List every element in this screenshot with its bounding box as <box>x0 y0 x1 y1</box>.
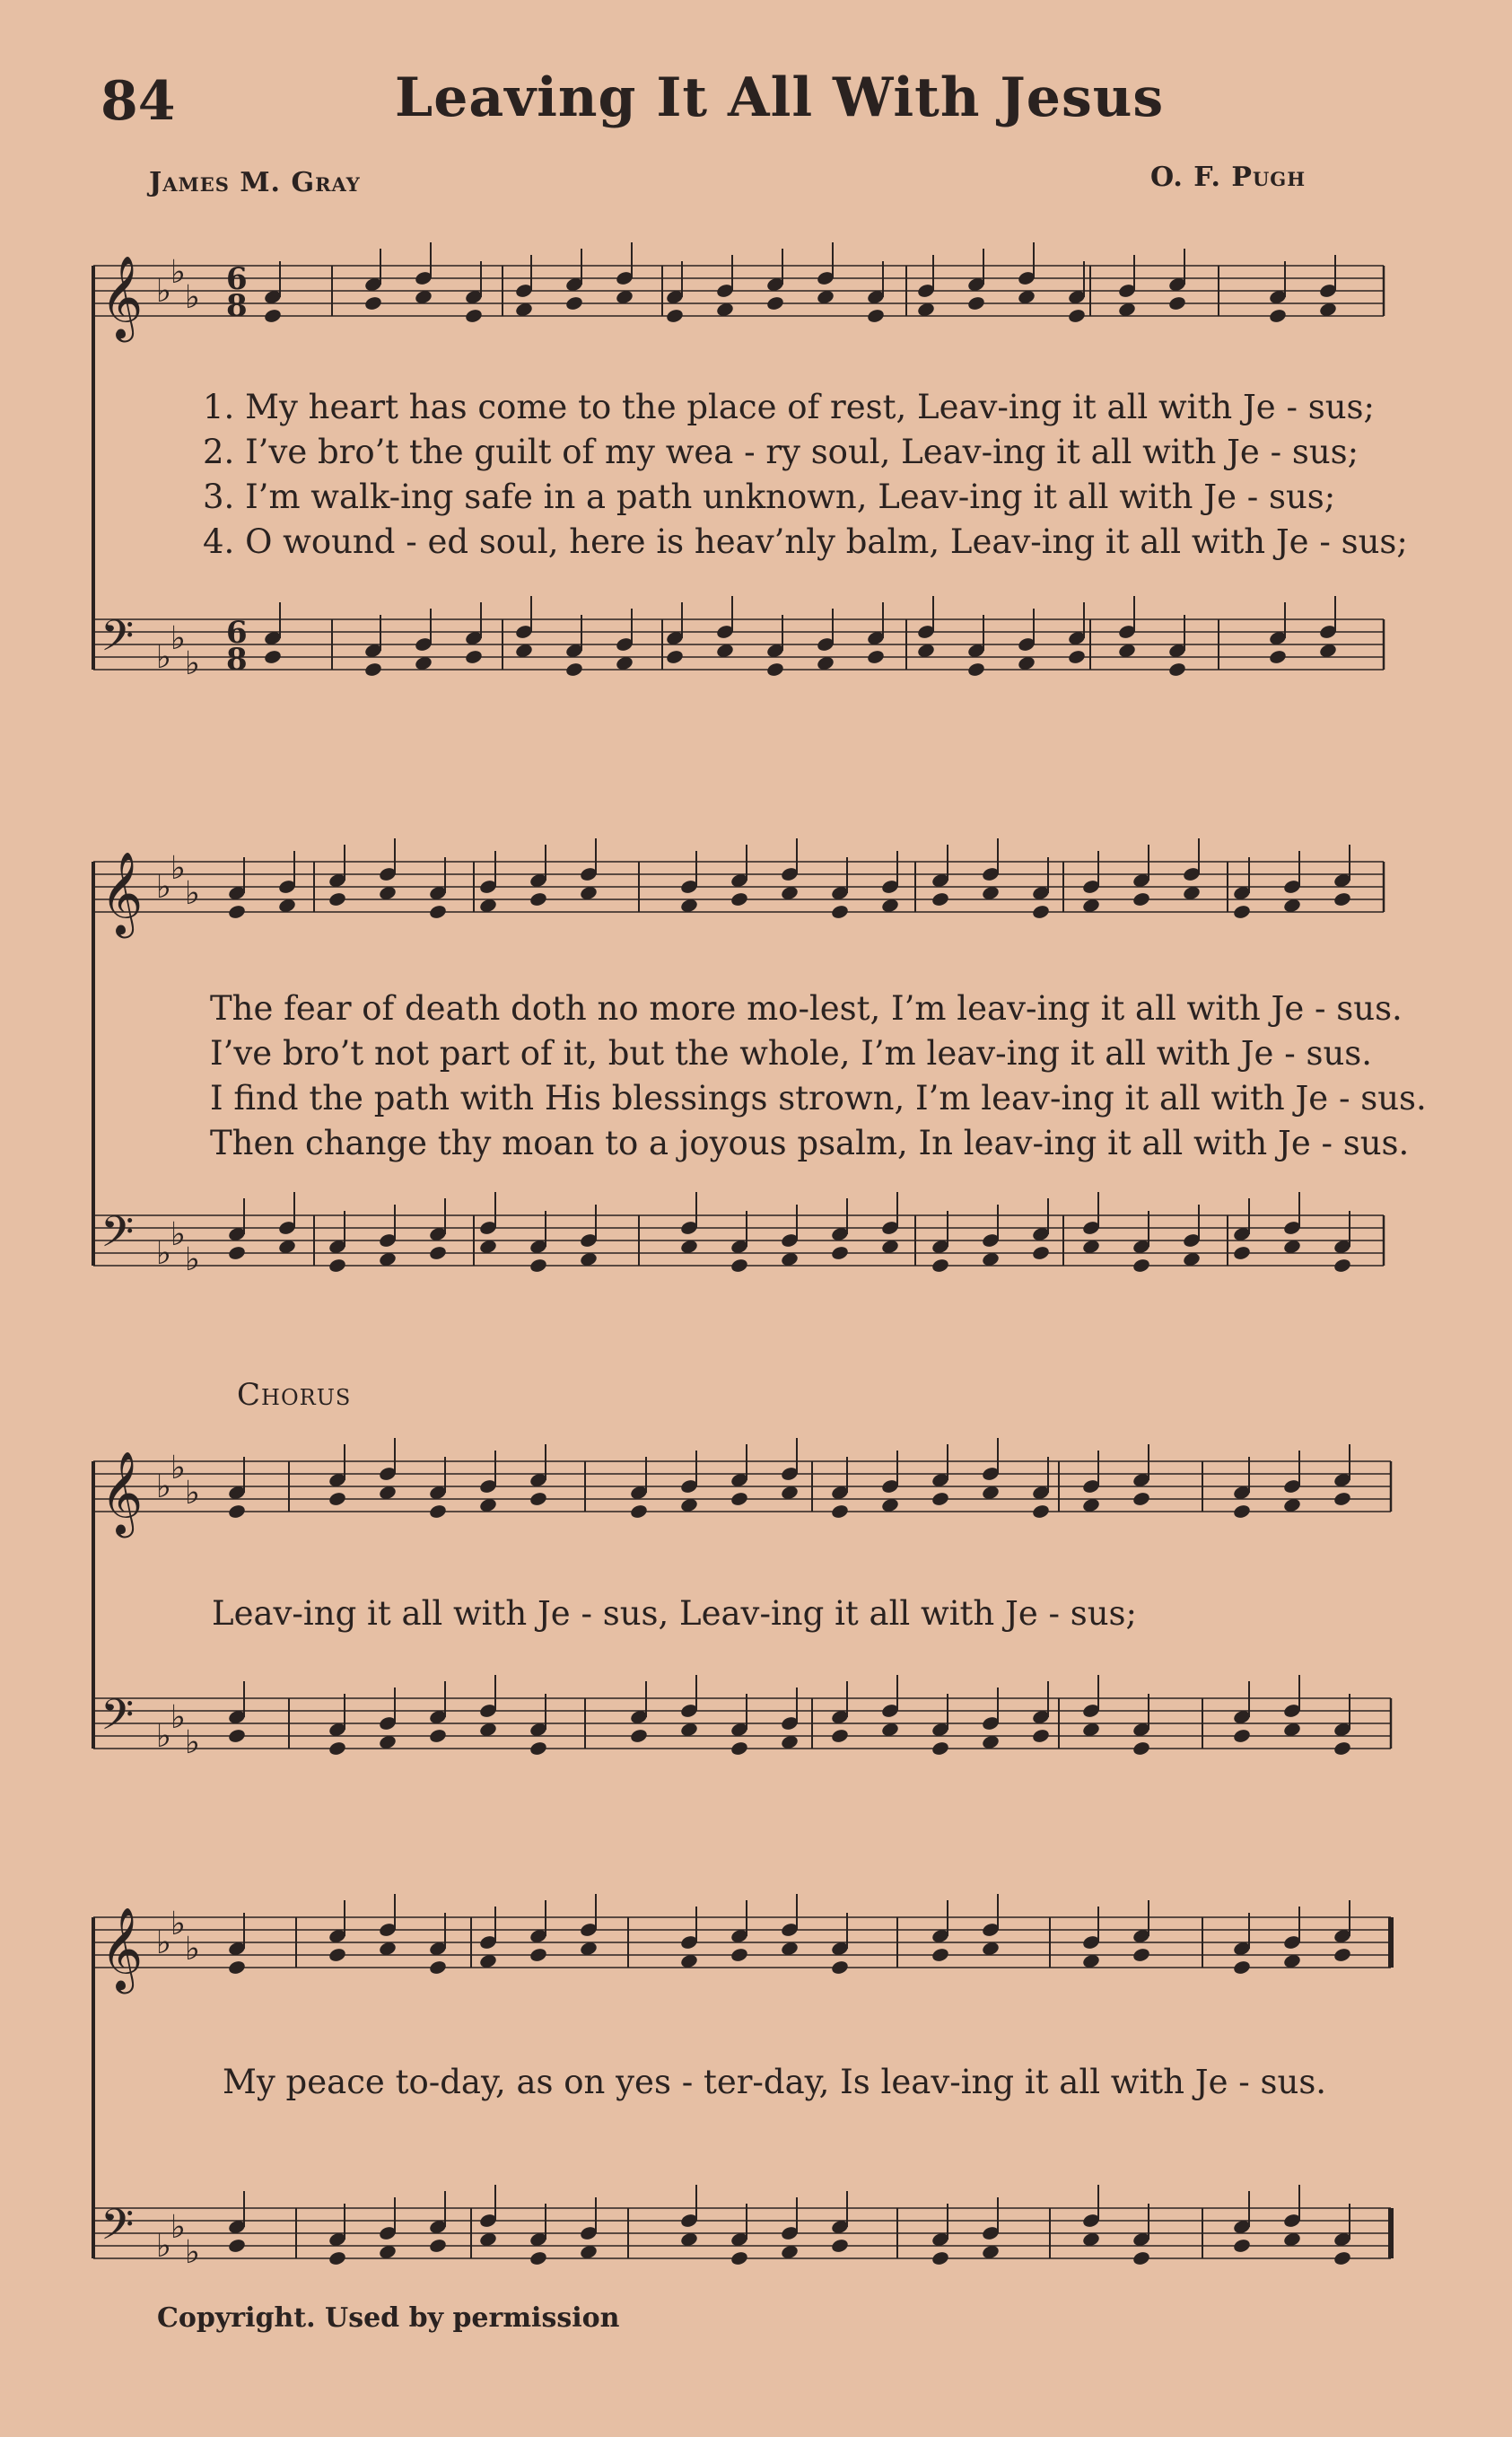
flat-icon: ♭ <box>156 1718 171 1755</box>
flat-icon: ♭ <box>170 1699 186 1736</box>
page-number: 84 <box>101 70 176 133</box>
bass-clef-icon: 𝄢 <box>101 1689 135 1750</box>
flat-icon: ♭ <box>156 639 171 676</box>
note-head <box>428 904 447 920</box>
note-head <box>529 1947 547 1963</box>
hymn-composer: O. F. Pugh <box>1150 162 1307 193</box>
note-head <box>1232 2238 1251 2254</box>
note-head <box>529 2250 547 2266</box>
copyright-notice: Copyright. Used by permission <box>157 2302 620 2334</box>
note-head <box>931 1258 949 1274</box>
time-signature: 6 <box>226 261 248 297</box>
note-head <box>830 1959 849 1976</box>
flat-icon: ♭ <box>185 1724 200 1761</box>
flat-icon: ♭ <box>170 620 186 657</box>
bass-clef-icon: 𝄢 <box>101 2199 135 2260</box>
flat-icon: ♭ <box>185 279 200 316</box>
hymn-author: James M. Gray <box>149 167 361 198</box>
bass-clef-icon: 𝄢 <box>101 1206 135 1267</box>
flat-icon: ♭ <box>156 273 171 310</box>
note-head <box>1232 904 1251 920</box>
note-head <box>966 295 985 311</box>
note-head <box>328 1258 346 1274</box>
note-head <box>428 1245 447 1261</box>
flat-icon: ♭ <box>170 1906 186 1942</box>
treble-clef-icon: 𝄞 <box>101 1907 144 1990</box>
note-head <box>730 2250 748 2266</box>
note-head <box>730 1491 748 1507</box>
flat-icon: ♭ <box>185 1241 200 1278</box>
flat-icon: ♭ <box>156 869 171 906</box>
note-head <box>1067 649 1086 665</box>
note-head <box>830 1728 849 1744</box>
note-head <box>730 891 748 907</box>
flat-icon: ♭ <box>170 1216 186 1253</box>
note-head <box>1031 1728 1050 1744</box>
note-head <box>328 1740 346 1757</box>
note-head <box>328 1947 346 1963</box>
note-head <box>730 1947 748 1963</box>
note-head <box>830 1503 849 1520</box>
note-head <box>227 1728 246 1744</box>
note-head <box>931 1491 949 1507</box>
note-head <box>1132 891 1150 907</box>
note-head <box>1232 1728 1251 1744</box>
note-head <box>765 295 784 311</box>
note-head <box>1333 1491 1351 1507</box>
chorus-line: Leav-ing it all with Je - sus, Leav-ing it all with Je - sus; <box>212 1594 1138 1633</box>
note-head <box>328 891 346 907</box>
note-head <box>1031 904 1050 920</box>
time-signature: 8 <box>226 288 248 324</box>
note-head <box>830 904 849 920</box>
chorus-label: Chorus <box>237 1377 352 1413</box>
verse-line: 2. I’ve bro’t the guilt of my wea - ry soul, Leav-ing it all with Je - sus; <box>203 433 1359 471</box>
note-head <box>1132 1740 1150 1757</box>
note-head <box>931 1947 949 1963</box>
note-head <box>1232 1503 1251 1520</box>
time-signature: 8 <box>226 642 248 678</box>
hymn-title: Leaving It All With Jesus <box>395 66 1165 129</box>
note-head <box>730 1740 748 1757</box>
bass-clef-icon: 𝄢 <box>101 610 135 671</box>
note-head <box>931 1740 949 1757</box>
note-head <box>1333 2250 1351 2266</box>
note-head <box>227 1245 246 1261</box>
chorus-line: My peace to-day, as on yes - ter-day, Is leav-ing it all with Je - sus. <box>223 2063 1327 2101</box>
flat-icon: ♭ <box>170 850 186 887</box>
flat-icon: ♭ <box>156 1468 171 1505</box>
flat-icon: ♭ <box>185 645 200 682</box>
note-head <box>1067 308 1086 324</box>
note-head <box>464 308 483 324</box>
note-head <box>830 2238 849 2254</box>
note-head <box>564 295 583 311</box>
note-head <box>529 891 547 907</box>
note-head <box>529 1740 547 1757</box>
note-head <box>1232 1245 1251 1261</box>
note-head <box>966 662 985 678</box>
time-signature: 6 <box>226 615 248 651</box>
note-head <box>227 904 246 920</box>
verse-line: I find the path with His blessings strown, I’m leav-ing it all with Je - sus. <box>210 1079 1427 1118</box>
note-head <box>1268 649 1287 665</box>
note-head <box>428 1503 447 1520</box>
note-head <box>363 295 382 311</box>
note-head <box>363 662 382 678</box>
note-head <box>428 2238 447 2254</box>
note-head <box>830 1245 849 1261</box>
flat-icon: ♭ <box>170 254 186 291</box>
note-head <box>1031 1245 1050 1261</box>
note-head <box>464 649 483 665</box>
note-head <box>1132 1491 1150 1507</box>
note-head <box>1132 1947 1150 1963</box>
note-head <box>227 1503 246 1520</box>
note-head <box>328 1491 346 1507</box>
note-head <box>428 1728 447 1744</box>
note-head <box>765 662 784 678</box>
flat-icon: ♭ <box>185 1931 200 1968</box>
note-head <box>1333 891 1351 907</box>
note-head <box>1031 1503 1050 1520</box>
verse-line: Then change thy moan to a joyous psalm, In leav-ing it all with Je - sus. <box>210 1124 1410 1162</box>
flat-icon: ♭ <box>185 1475 200 1512</box>
note-head <box>1132 1258 1150 1274</box>
flat-icon: ♭ <box>170 1450 186 1486</box>
note-head <box>1132 2250 1150 2266</box>
note-head <box>665 649 684 665</box>
verse-line: 4. O wound - ed soul, here is heav’nly balm, Leav-ing it all with Je - sus; <box>203 522 1408 561</box>
treble-clef-icon: 𝄞 <box>101 851 144 934</box>
note-head <box>866 649 885 665</box>
note-head <box>629 1503 648 1520</box>
note-head <box>227 1959 246 1976</box>
flat-icon: ♭ <box>156 2228 171 2265</box>
verse-line: 1. My heart has come to the place of rest, Leav-ing it all with Je - sus; <box>203 388 1375 426</box>
note-head <box>1333 1947 1351 1963</box>
treble-clef-icon: 𝄞 <box>101 255 144 338</box>
note-head <box>866 308 885 324</box>
flat-icon: ♭ <box>170 2209 186 2246</box>
note-head <box>328 2250 346 2266</box>
note-head <box>263 649 282 665</box>
note-head <box>1167 295 1186 311</box>
note-head <box>1268 308 1287 324</box>
note-head <box>1167 662 1186 678</box>
flat-icon: ♭ <box>156 1235 171 1272</box>
note-head <box>1333 1740 1351 1757</box>
note-head <box>428 1959 447 1976</box>
flat-icon: ♭ <box>156 1924 171 1961</box>
note-head <box>665 308 684 324</box>
note-head <box>931 2250 949 2266</box>
note-head <box>730 1258 748 1274</box>
flat-icon: ♭ <box>185 875 200 912</box>
treble-clef-icon: 𝄞 <box>101 1451 144 1534</box>
note-head <box>564 662 583 678</box>
verse-line: The fear of death doth no more mo-lest, I’m leav-ing it all with Je - sus. <box>210 989 1403 1028</box>
note-head <box>1232 1959 1251 1976</box>
verse-line: 3. I’m walk-ing safe in a path unknown, Leav-ing it all with Je - sus; <box>203 478 1336 516</box>
verse-line: I’ve bro’t not part of it, but the whole, I’m leav-ing it all with Je - sus. <box>210 1034 1373 1073</box>
note-head <box>1333 1258 1351 1274</box>
note-head <box>529 1491 547 1507</box>
note-head <box>263 308 282 324</box>
note-head <box>931 891 949 907</box>
note-head <box>227 2238 246 2254</box>
flat-icon: ♭ <box>185 2234 200 2271</box>
note-head <box>529 1258 547 1274</box>
note-head <box>629 1728 648 1744</box>
